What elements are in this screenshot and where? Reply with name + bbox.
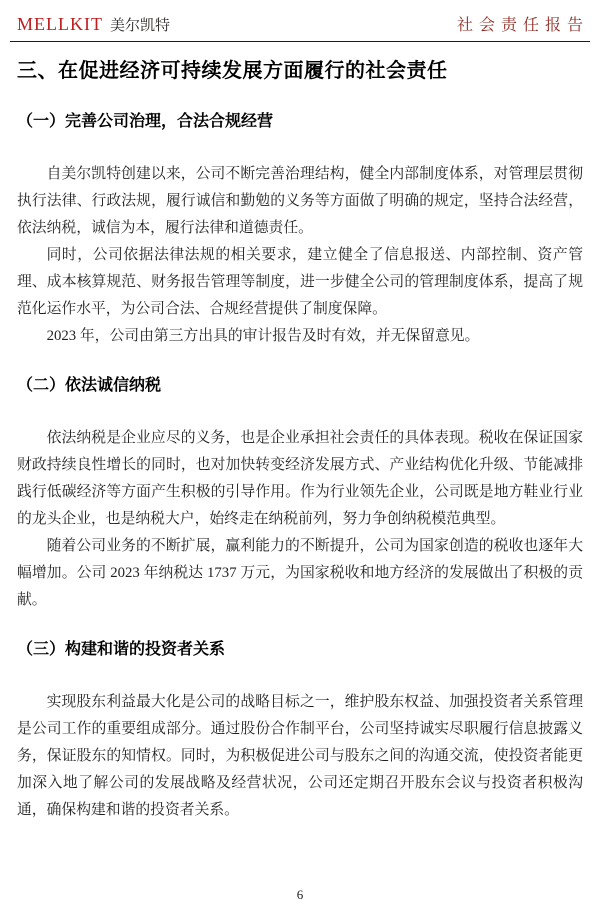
section-2-paragraph-1: 依法纳税是企业应尽的义务，也是企业承担社会责任的具体表现。税收在保证国家财政持续良性增长的同时，也对加快转变经济发展方式、产业结构优化升级、节能减排践行低碳经济等方面产生积极的引导作用。作为行业领先企业，公司既是地方鞋业行业的龙头企业，也是纳税大户，始终走在纳税前列，努力争创纳税模范典型。 — [17, 430, 583, 527]
brand — [17, 14, 170, 35]
section-1-paragraph-3: 2023 年，公司由第三方出具的审计报告及时有效，并无保留意见。 — [46, 328, 480, 344]
section-1-heading: （一）完善公司治理，合法合规经营 — [17, 113, 274, 130]
chapter-title: 三、在促进经济可持续发展方面履行的社会责任 — [17, 60, 448, 82]
brand-logo-text: MELLKIT — [17, 14, 103, 34]
brand-chinese-name: 美尔凯特 — [109, 18, 170, 34]
section-investor-relations — [17, 639, 583, 824]
page-number: 6 — [296, 887, 304, 902]
section-1-paragraph-1: 自美尔凯特创建以来，公司不断完善治理结构，健全内部制度体系，对管理层贯彻执行法律、行政法规，履行诚信和勤勉的义务等方面做了明确的规定，坚持合法经营，依法纳税，诚信为本，履行法律和道德责任。 — [17, 166, 583, 236]
page-footer — [0, 886, 600, 904]
page-header — [10, 10, 590, 42]
section-2-paragraph-2: 随着公司业务的不断扩展，赢利能力的不断提升，公司为国家创造的税收也逐年大幅增加。公司 2023 年纳税达 1737 万元，为国家税收和地方经济的发展做出了积极的贡献。 — [17, 538, 583, 608]
section-2-heading: （二）依法诚信纳税 — [17, 377, 162, 394]
section-corporate-governance — [17, 111, 583, 350]
section-1-paragraph-2: 同时，公司依据法律法规的相关要求，建立健全了信息报送、内部控制、资产管理、成本核算规范、财务报告管理等制度，进一步健全公司的管理制度体系，提高了规范化运作水平，为公司合法、合规经营提供了制度保障。 — [17, 247, 583, 317]
report-title: 社会责任报告 — [456, 17, 589, 34]
page-content — [17, 56, 583, 824]
section-3-paragraph-1: 实现股东利益最大化是公司的战略目标之一，维护股东权益、加强投资者关系管理是公司工作的重要组成部分。通过股份合作制平台，公司坚持诚实尽职履行信息披露义务，保证股东的知情权。同时，为积极促进公司与股东之间的沟通交流，使投资者能更加深入地了解公司的发展战略及经营状况，公司还定期召开股东会议与投资者积极沟通，确保构建和谐的投资者关系。 — [17, 694, 583, 818]
section-tax-integrity — [17, 375, 583, 614]
section-3-heading: （三）构建和谐的投资者关系 — [17, 641, 226, 658]
